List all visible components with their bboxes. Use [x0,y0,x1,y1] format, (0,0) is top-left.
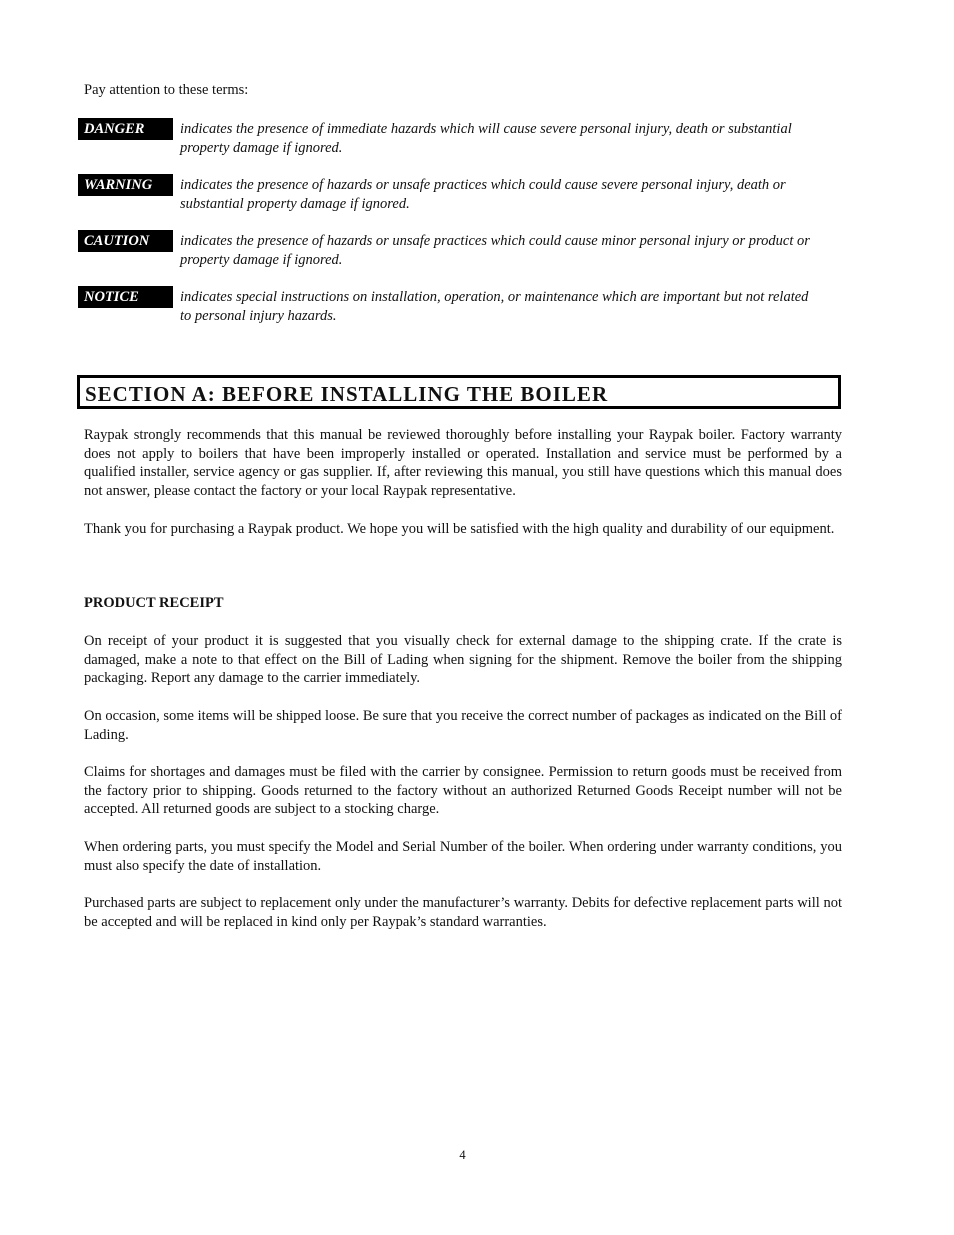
purchased-parts-paragraph: Purchased parts are subject to replacement only under the manufacturer’s warranty. Debits for defective replacement parts will not be accepted and will be replaced in kind only per Raypak’s standard warranties. [84,895,842,930]
caution-badge: CAUTION [78,230,173,252]
notice-description: indicates special instructions on installation, operation, or maintenance which are important but not related to personal injury hazards. [180,289,809,324]
warning-description: indicates the presence of hazards or unsafe practices which could cause severe personal injury, death or substantial property damage if ignored. [180,177,786,212]
page-number: 4 [459,1148,466,1162]
caution-description: indicates the presence of hazards or unsafe practices which could cause minor personal injury or product or property damage if ignored. [180,233,810,268]
danger-description: indicates the presence of immediate hazards which will cause severe personal injury, death or substantial property damage if ignored. [180,121,792,156]
section-title: SECTION A: BEFORE INSTALLING THE BOILER [85,382,609,406]
loose-items-paragraph: On occasion, some items will be shipped loose. Be sure that you receive the correct number of packages as indicated on the Bill of Lading. [84,708,842,743]
danger-badge: DANGER [78,118,173,140]
product-receipt-heading: PRODUCT RECEIPT [84,595,224,611]
warning-badge: WARNING [78,174,173,196]
intro-paragraph: Raypak strongly recommends that this manual be reviewed thoroughly before installing your Raypak boiler. Factory warranty does not apply to boilers that have been improperly installed or operated. Installation and service must be performed by a qualified installer, service agency or gas supplier. If, after reviewing this manual, you still have questions which this manual does not answer, please contact the factory or your local Raypak representative. [84,427,842,500]
ordering-parts-paragraph: When ordering parts, you must specify the Model and Serial Number of the boiler. When ordering under warranty conditions, you must also specify the date of installation. [84,839,842,874]
intro-text: Pay attention to these terms: [84,82,249,98]
receipt-paragraph: On receipt of your product it is suggested that you visually check for external damage to the shipping crate. If the crate is damaged, make a note to that effect on the Bill of Lading when signing for the shipment. Remove the boiler from the shipping packaging. Report any damage to the carrier immediately. [84,633,842,687]
notice-badge: NOTICE [78,286,173,308]
thanks-paragraph: Thank you for purchasing a Raypak product. We hope you will be satisfied with the high quality and durability of our equipment. [84,521,835,537]
claims-paragraph: Claims for shortages and damages must be filed with the carrier by consignee. Permission to return goods must be received from the factory prior to shipping. Goods returned to the factory without an authorized Returned Goods Receipt number will not be accepted. All returned goods are subject to a stocking charge. [84,764,842,818]
section-header-box [77,375,841,409]
